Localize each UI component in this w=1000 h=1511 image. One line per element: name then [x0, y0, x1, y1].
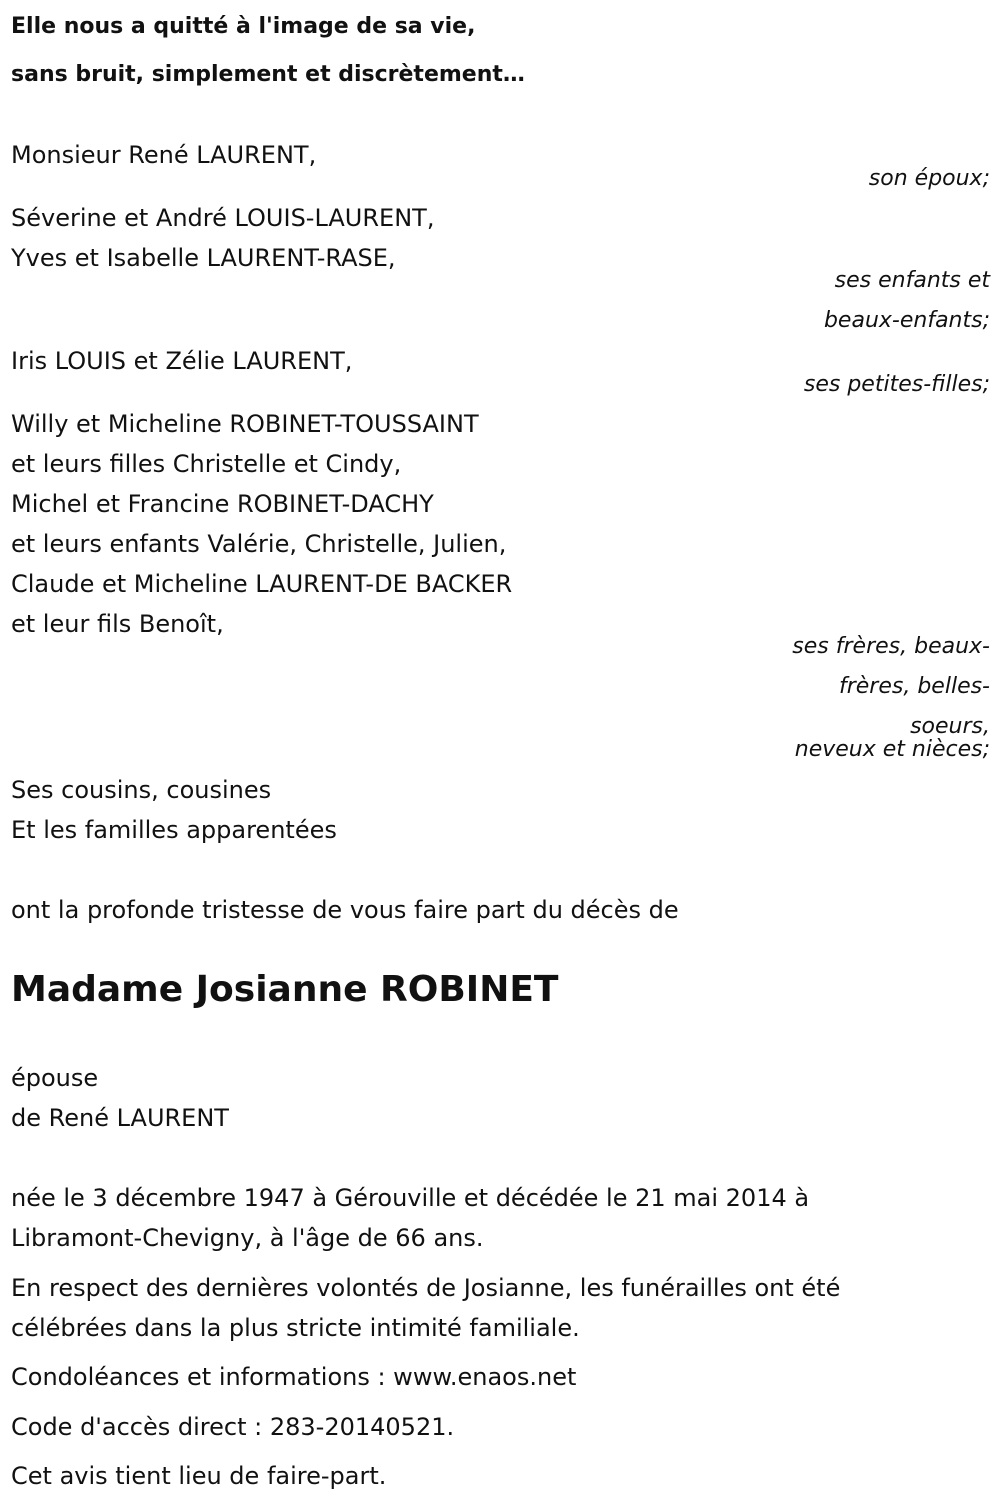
children-role-2: beaux-enfants; — [823, 308, 990, 333]
deceased-name: Madame Josianne ROBINET — [11, 969, 559, 1010]
sibling-line-6: et leur fils Benoît, — [11, 610, 224, 638]
grandchildren-role: ses petites-filles; — [803, 372, 990, 397]
spouse-role: son époux; — [868, 166, 990, 191]
grandchildren-names: Iris LOUIS et Zélie LAURENT, — [11, 347, 353, 375]
siblings-role-1: ses frères, beaux- — [792, 634, 990, 659]
spouse-name: Monsieur René LAURENT, — [11, 141, 317, 169]
sibling-line-5: Claude et Micheline LAURENT-DE BACKER — [11, 570, 513, 598]
sibling-line-3: Michel et Francine ROBINET-DACHY — [11, 490, 434, 518]
announcement: ont la profonde tristesse de vous faire part du décès de — [11, 896, 679, 924]
child-line-2: Yves et Isabelle LAURENT-RASE, — [11, 244, 396, 272]
children-role-1: ses enfants et — [834, 268, 990, 293]
sibling-line-1: Willy et Micheline ROBINET-TOUSSAINT — [11, 410, 479, 438]
relation-line-1: épouse — [11, 1064, 99, 1092]
siblings-role-2: frères, belles- — [838, 674, 990, 699]
sibling-line-4: et leurs enfants Valérie, Christelle, Julien, — [11, 530, 507, 558]
child-line-1: Séverine et André LOUIS-LAURENT, — [11, 204, 435, 232]
access-code: Code d'accès direct : 283-20140521. — [11, 1413, 455, 1441]
others-line-1: Ses cousins, cousines — [11, 776, 272, 804]
siblings-role-3: soeurs, — [910, 714, 990, 739]
siblings-role-4: neveux et nièces; — [794, 737, 990, 762]
header-line-1: Elle nous a quitté à l'image de sa vie, — [11, 14, 476, 39]
birth-death-line-1: née le 3 décembre 1947 à Gérouville et décédée le 21 mai 2014 à — [11, 1184, 810, 1212]
sibling-line-2: et leurs filles Christelle et Cindy, — [11, 450, 402, 478]
others-line-2: Et les familles apparentées — [11, 816, 337, 844]
birth-death-line-2: Libramont-Chevigny, à l'âge de 66 ans. — [11, 1224, 484, 1252]
header-line-2: sans bruit, simplement et discrètement… — [11, 62, 525, 87]
notice-text: Cet avis tient lieu de faire-part. — [11, 1462, 387, 1490]
relation-line-2: de René LAURENT — [11, 1104, 229, 1132]
funeral-line-2: célébrées dans la plus stricte intimité familiale. — [11, 1314, 580, 1342]
condolences-info: Condoléances et informations : www.enaos.net — [11, 1363, 577, 1391]
funeral-line-1: En respect des dernières volontés de Josianne, les funérailles ont été — [11, 1274, 841, 1302]
